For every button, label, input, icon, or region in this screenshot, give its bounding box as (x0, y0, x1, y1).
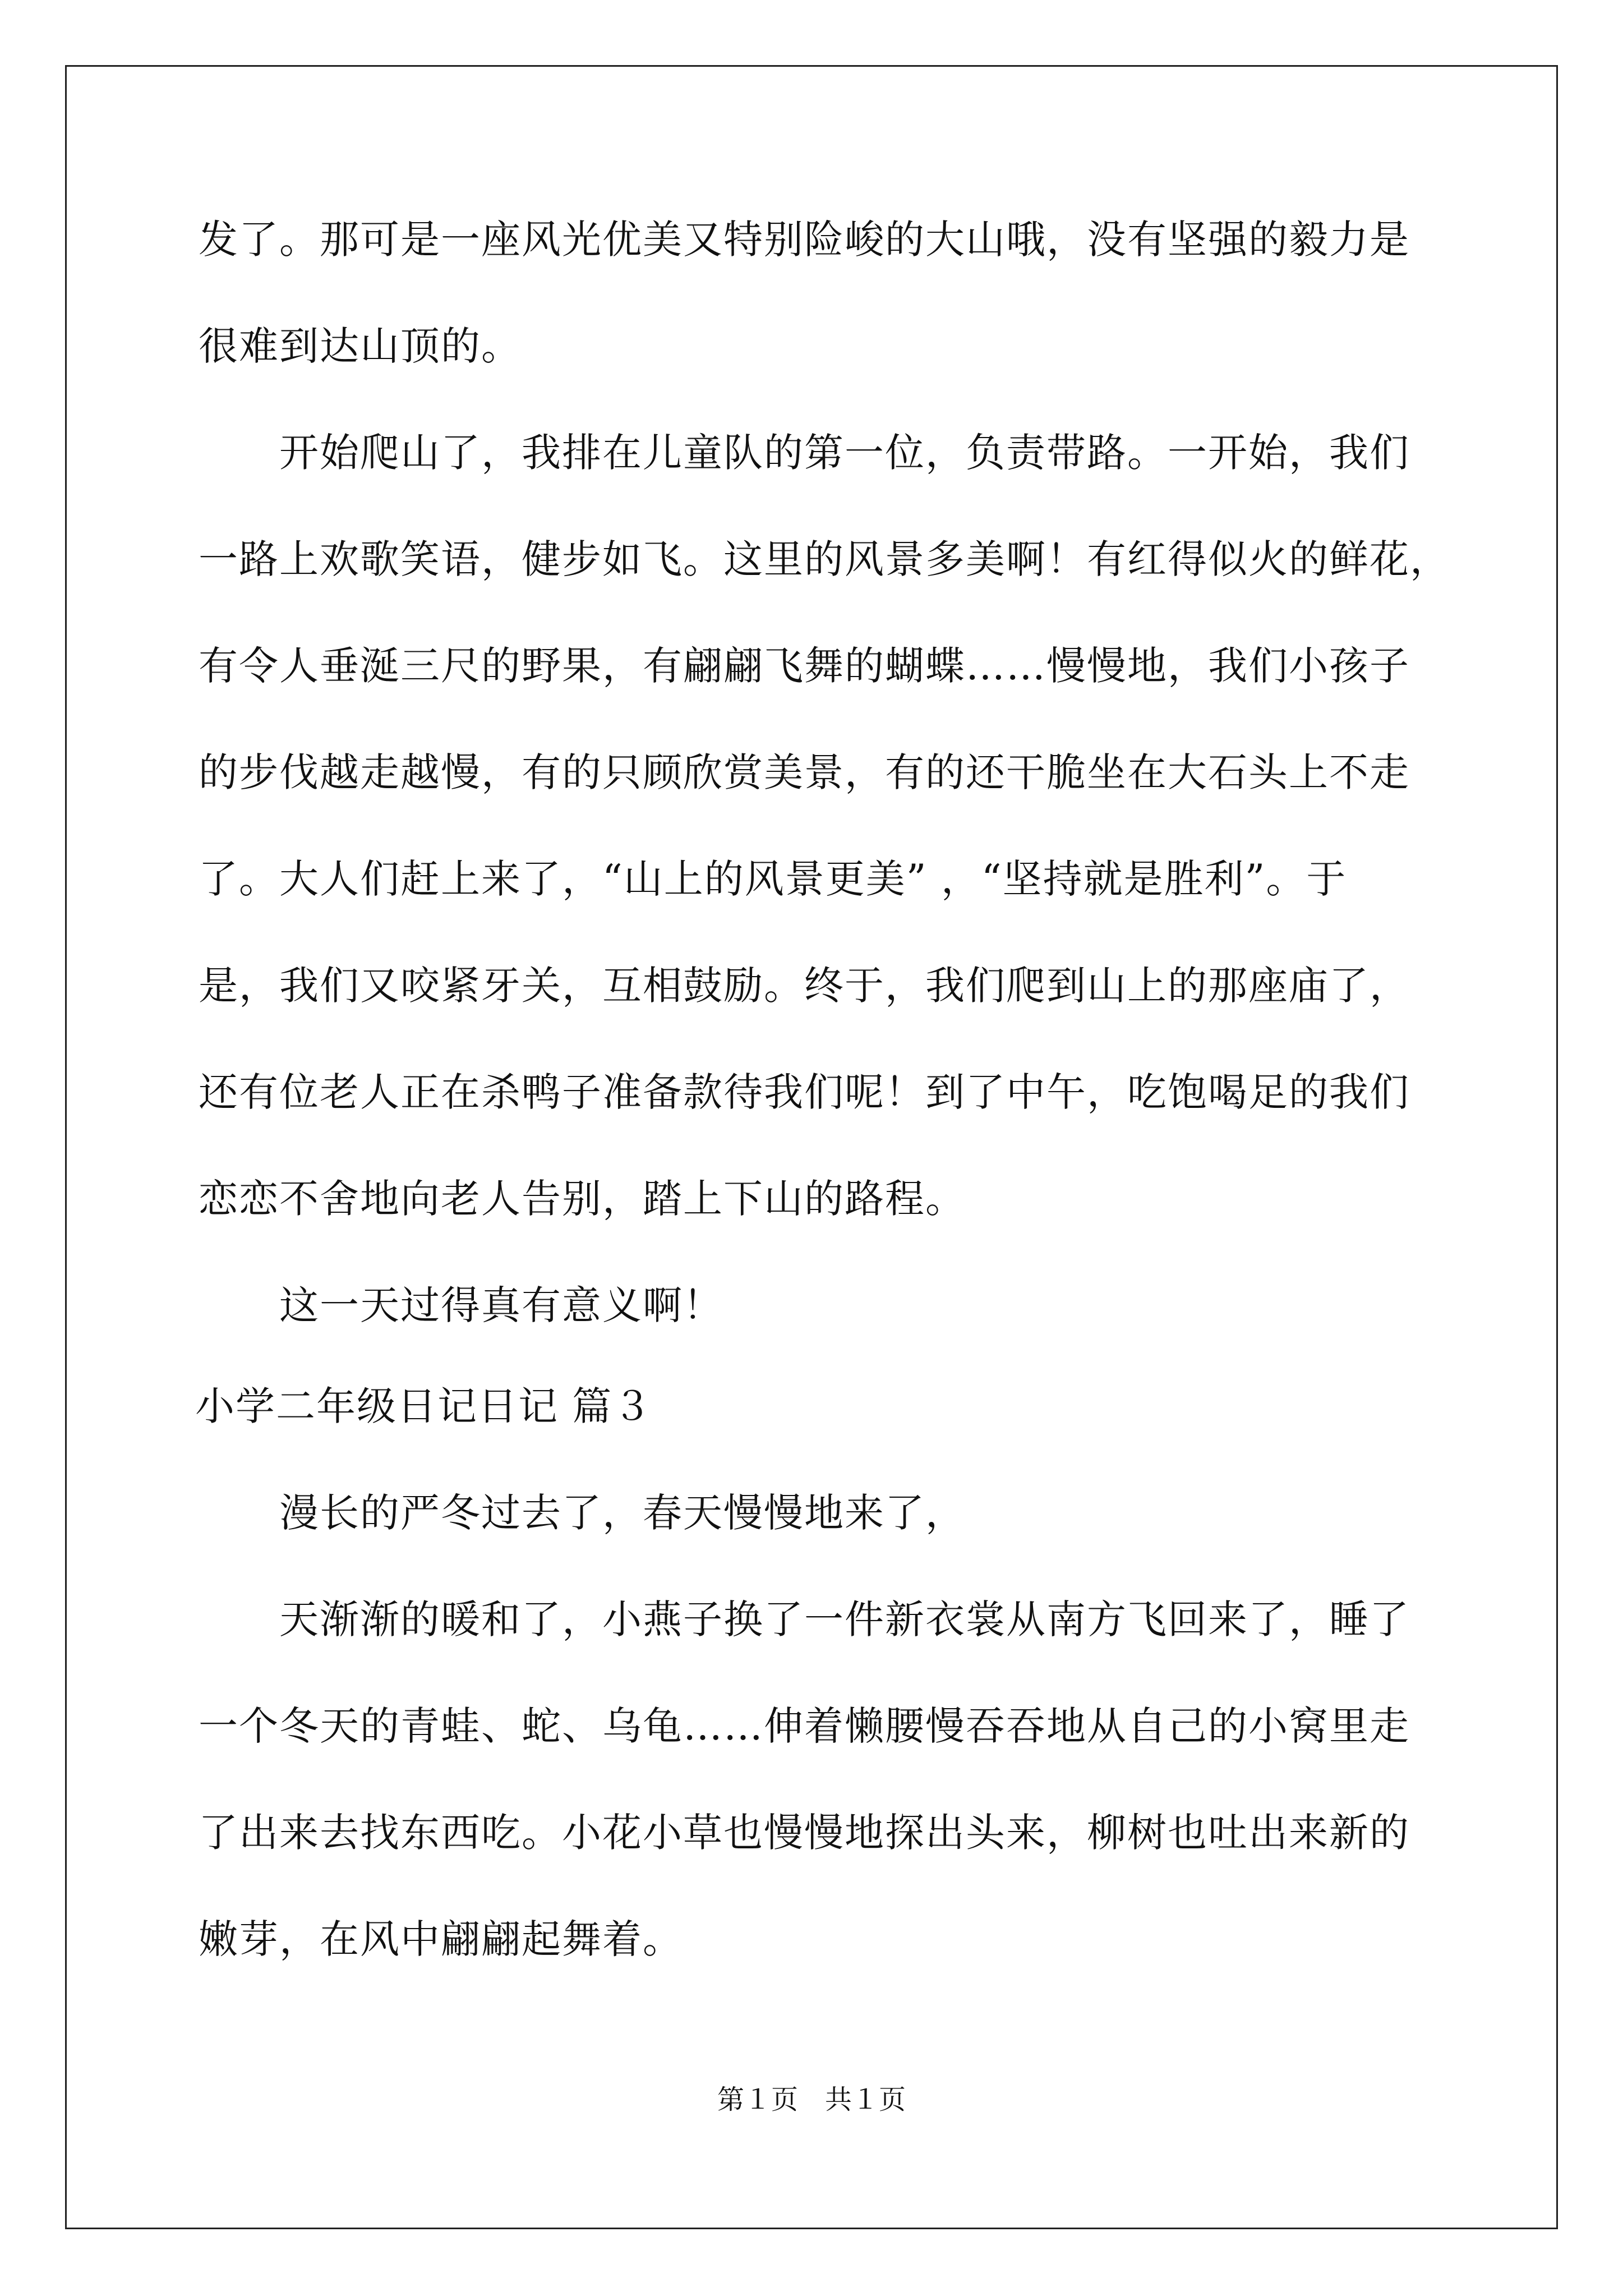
text-line: 了。大人们赶上来了，“山上的风景更美” ，“坚持就是胜利”。于 (199, 856, 1347, 902)
text-line: 有令人垂涎三尺的野果，有翩翩飞舞的蝴蝶……慢慢地，我们小孩子 (199, 643, 1410, 689)
text-line: 了出来去找东西吃。小花小草也慢慢地探出头来，柳树也吐出来新的 (199, 1810, 1410, 1856)
text-line: 恋恋不舍地向老人告别，踏上下山的路程。 (199, 1176, 966, 1222)
text-line: 嫩芽，在风中翩翩起舞着。 (199, 1916, 683, 1962)
page-number-footer: 第１页 共１页 (717, 2084, 906, 2115)
text-line: 开始爬山了，我排在儿童队的第一位，负责带路。一开始，我们 (199, 430, 1410, 476)
text-line: 很难到达山顶的。 (199, 323, 522, 369)
text-line: 一个冬天的青蛙、蛇、乌龟……伸着懒腰慢吞吞地从自己的小窝里走 (199, 1703, 1410, 1749)
page-border (65, 65, 1558, 2229)
text-line: 发了。那可是一座风光优美又特别险峻的大山哦，没有坚强的毅力是 (199, 217, 1410, 263)
text-line: 是，我们又咬紧牙关，互相鼓励。终于，我们爬到山上的那座庙了， (199, 963, 1410, 1009)
text-line: 还有位老人正在杀鸭子准备款待我们呢！到了中午，吃饱喝足的我们 (199, 1069, 1410, 1115)
text-line: 漫长的严冬过去了，春天慢慢地来了， (199, 1490, 966, 1536)
text-line: 一路上欢歌笑语，健步如飞。这里的风景多美啊！有红得似火的鲜花， (199, 536, 1450, 582)
text-line: 这一天过得真有意义啊！ (199, 1282, 723, 1328)
section-heading: 小学二年级日记日记 篇３ (195, 1383, 653, 1429)
text-line: 的步伐越走越慢，有的只顾欣赏美景，有的还干脆坐在大石头上不走 (199, 749, 1410, 795)
text-line: 天渐渐的暖和了，小燕子换了一件新衣裳从南方飞回来了，睡了 (199, 1596, 1410, 1642)
